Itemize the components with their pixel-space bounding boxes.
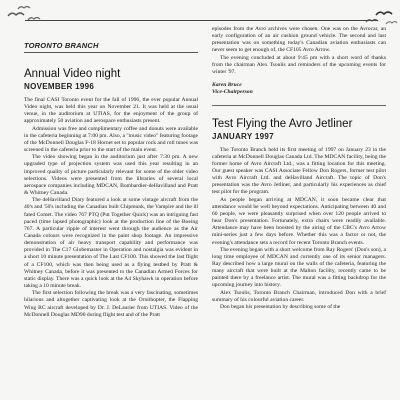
article1-paragraph: Admission was free and complimentary coffee and donuts were available in the cafeteria beginning at 7:00 pm. Also, a "music video" featuring footage of the McDonnell Douglas F-18 Hornet set to popular rock and roll tunes was screened in the cafeteria prior to the start of the main event. xyxy=(24,125,198,154)
article2-title: Test Flying the Avro Jetliner xyxy=(212,117,353,130)
article1-date: NOVEMBER 1996 xyxy=(24,82,95,91)
continuation-paragraph: episodes from the Avro archives were chosen. One was on the Avrocar, an early configuration of an air cushion ground vehicle. The second and last presentation was on something today's Canadian aviation enthusiasts can never seem to get enough of, the CF105 Avro Arrow. xyxy=(212,26,386,54)
article2 xyxy=(212,118,386,312)
section-label: TORONTO BRANCH xyxy=(24,41,99,50)
continuation-paragraph: The evening concluded at about 9:45 pm with a short word of thanks from the chairman Alex Tsoulis and reminders of the upcoming events for winter '97. xyxy=(212,54,386,75)
article2-paragraph: Alex Tsoulis, Toronto Branch Chairman, introduced Don with a brief summary of his colourful aviation career. xyxy=(212,289,386,303)
article-divider xyxy=(212,105,386,106)
article1-paragraph: The deHavilland Diary featured a look at some vintage aircraft from the 40's and '50's including the Canadian built Chipmunk, the Vampire and the ill fated Comet. The video 767 PTQ (Put Together Quick) was an intriguing fast paced (time lapsed photographic) look at the production line of the Boeing 767. A particular ripple of interest went through the audience as the Air Canada colours were recognized in the paint shop footage. An impressive demonstration of air heavy transport capability and performance was provided in The C17 Globemaster in Operation and nostalgia was evident in a short 10 minute presentation of The Last CF100. This showed the last flight of a CF100, which was then being used as a flying testbed by Pratt & Whitney Canada, before it was presented to the Canadian Armed Forces for static display. There was a quick look at the A4 Skyhawk in operation before taking a 10 minute break. xyxy=(24,197,198,290)
article2-paragraph: Don began his presentation by describing some of the xyxy=(220,303,341,310)
article1-paragraph: The first selection following the break was a very fascinating, sometimes hilarious and altogether captivating look at the Ornithopter, the Flapping Wing RC aircraft developed by Dr. J. DeLaurier from UTIAS. Video of the McDonnell Douglas MD90 during flight test and of the Pratt xyxy=(24,290,198,318)
article2-date: JANUARY 1997 xyxy=(212,131,274,141)
signature-title: Vice-Chairperson xyxy=(212,89,253,96)
left-column xyxy=(24,58,198,319)
birds-left-icon xyxy=(4,0,44,26)
signature-name: Karen Bruce xyxy=(212,82,242,89)
right-column xyxy=(212,0,386,311)
article1-paragraph: The final CASI Toronto event for the fall of 1996, the ever popular Annual Video night, was held this year on November 21. It was held at the usual venue, in the auditorium at UTIAS, for the enjoyment of the group of approximately 50 aviation and aerospace enthusiasts present. xyxy=(24,97,198,125)
article2-paragraph: The evening began with a short welcome from Ray Rogers' (Don's son), a long time employee of MDCAN and currently one of its senior managers. Ray described how a large mural on the walls of the cafeteria, featuring the many aircraft that were built at the Malton facility, recently came to be painted there by a freelance artist. The mural was a fitting backdrop for the upcoming journey into history. xyxy=(212,246,386,289)
article2-paragraph: As people began arriving at MDCAN, it soon became clear that attendance would be well beyond expectations. Anticipating between 40 and 60 people, we were pleasantly surprised when over 120 people arrived to hear Don's presentation. Fortunately, extra chairs were readily available. Attendance may have been boosted by the airing of the CBC's Avro Arrow mini-series just a few days before. Whether this was a factor or not, the evening's attendance sets a record for recent Toronto Branch events. xyxy=(212,196,386,246)
article1-title: Annual Video night xyxy=(24,68,121,80)
article2-paragraph: The Toronto Branch held its first meeting of 1997 on January 23 in the cafeteria at McDonnell Douglas Canada Ltd. The MDCAN facility, being the former home of Avro Aircraft Ltd., was a fitting location for this meeting. Our guest speaker was CASI Associate Fellow Don Rogers, former test pilot with Avro Aircraft Ltd. and deHavilland Aircraft. The topic of Don's presentation was the Avro Jetliner, and particularly his experiences as chief test pilot for the program. xyxy=(212,146,386,196)
article1-paragraph: The video showing began in the auditorium just after 7:30 pm. A new upgraded type of projection system was used this year resulting in an improved quality of picture particularly relevant for some of the older video selections. Videos were presented from the libraries of several local aerospace companies including MDCAN, Bombardier-deHavilland and Pratt & Whitney Canada. xyxy=(24,154,198,197)
section-rule xyxy=(24,52,198,53)
